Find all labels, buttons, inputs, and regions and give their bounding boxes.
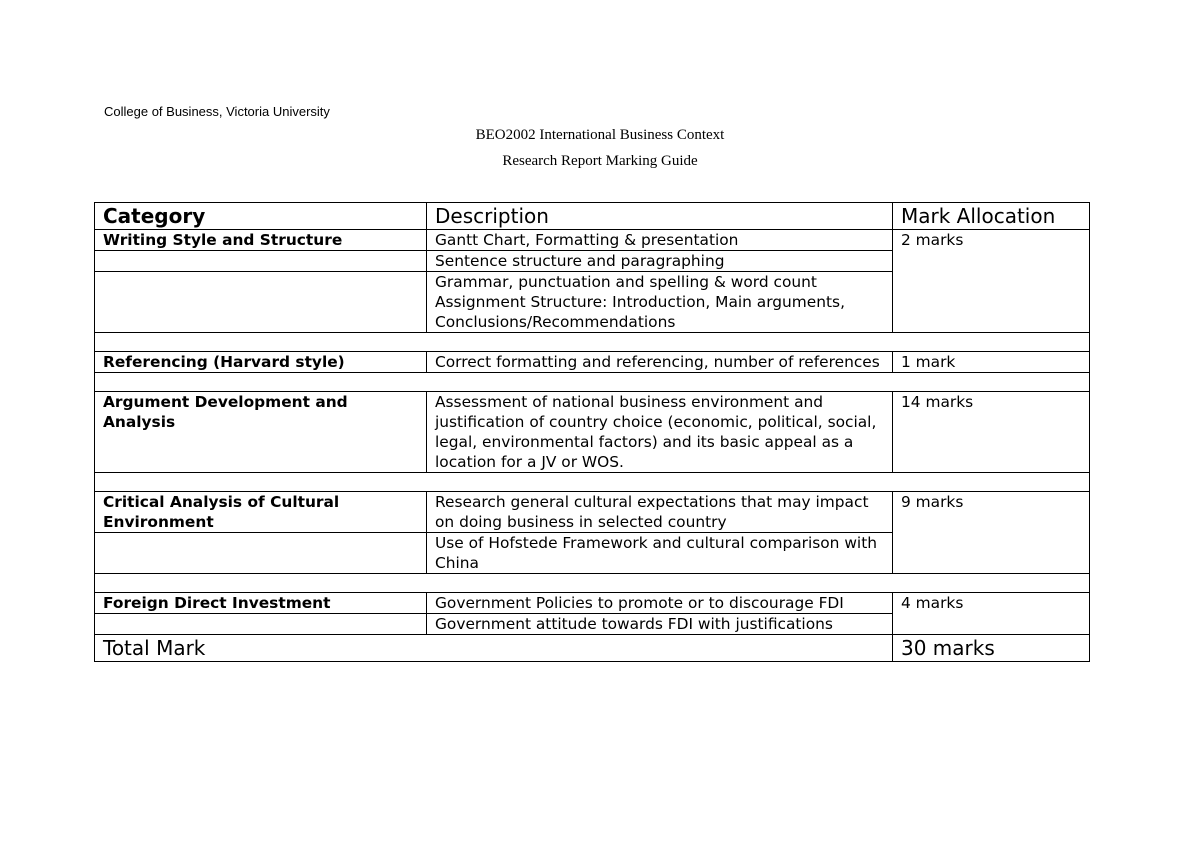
description-cell: Sentence structure and paragraphing — [427, 251, 893, 272]
table-row — [95, 492, 1090, 533]
college-name: College of Business, Victoria University — [104, 104, 330, 119]
column-header-mark-allocation: Mark Allocation — [893, 203, 1090, 230]
table-row — [95, 593, 1090, 614]
category-cell: Critical Analysis of Cultural Environment — [95, 492, 427, 533]
description-cell: Government Policies to promote or to discourage FDI — [427, 593, 893, 614]
marks-cell: 9 marks — [893, 492, 1090, 574]
description-line: Assignment Structure: Introduction, Main arguments, Conclusions/Recommendations — [435, 293, 845, 331]
marks-cell: 14 marks — [893, 392, 1090, 473]
description-cell: Use of Hofstede Framework and cultural comparison with China — [427, 533, 893, 574]
total-row — [95, 635, 1090, 662]
category-cell: Writing Style and Structure — [95, 230, 427, 251]
spacer-row — [95, 574, 1090, 593]
table-row — [95, 230, 1090, 251]
spacer-row — [95, 333, 1090, 352]
description-cell: Correct formatting and referencing, number of references — [427, 352, 893, 373]
column-header-description: Description — [427, 203, 893, 230]
category-cell: Argument Development and Analysis — [95, 392, 427, 473]
total-marks: 30 marks — [893, 635, 1090, 662]
category-cell: Referencing (Harvard style) — [95, 352, 427, 373]
marks-cell: 2 marks — [893, 230, 1090, 333]
description-cell — [427, 272, 893, 333]
empty-category-cell — [95, 614, 427, 635]
marking-guide-table — [94, 202, 1090, 662]
document-title: BEO2002 International Business Context — [475, 127, 725, 143]
description-cell: Research general cultural expectations that may impact on doing business in selected country — [427, 492, 893, 533]
empty-category-cell — [95, 251, 427, 272]
marks-cell: 4 marks — [893, 593, 1090, 635]
spacer-row — [95, 473, 1090, 492]
description-cell: Assessment of national business environment and justification of country choice (economic, political, social, legal, environmental factors) and its basic appeal as a location for a JV or WOS. — [427, 392, 893, 473]
description-cell: Gantt Chart, Formatting & presentation — [427, 230, 893, 251]
column-header-category: Category — [95, 203, 427, 230]
document-subtitle: Research Report Marking Guide — [502, 153, 698, 169]
table-row — [95, 392, 1090, 473]
table-header-row — [95, 203, 1090, 230]
empty-category-cell — [95, 533, 427, 574]
description-line: Grammar, punctuation and spelling & word count — [435, 273, 817, 291]
spacer-row — [95, 373, 1090, 392]
category-cell: Foreign Direct Investment — [95, 593, 427, 614]
description-cell: Government attitude towards FDI with justifications — [427, 614, 893, 635]
marks-cell: 1 mark — [893, 352, 1090, 373]
total-label: Total Mark — [95, 635, 893, 662]
table-row — [95, 352, 1090, 373]
empty-category-cell — [95, 272, 427, 333]
